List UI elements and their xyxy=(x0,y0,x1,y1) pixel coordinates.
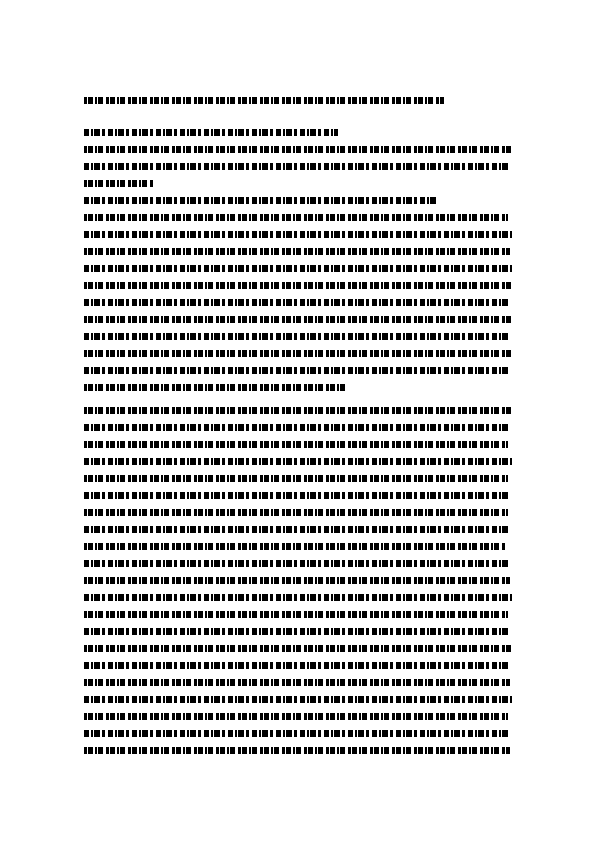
paragraph-line xyxy=(84,691,512,708)
paragraph-line xyxy=(84,708,512,725)
paragraph-line xyxy=(84,538,512,555)
paragraph-line xyxy=(84,572,512,589)
subheading-line-render xyxy=(84,129,338,136)
paragraph-line xyxy=(84,294,512,311)
paragraph-line xyxy=(84,419,512,436)
paragraph-line xyxy=(84,674,512,691)
paragraph-line xyxy=(84,243,512,260)
paragraph-line xyxy=(84,402,512,419)
paragraph-line xyxy=(84,362,512,379)
subheading-block xyxy=(84,124,512,141)
paragraph-line xyxy=(84,192,512,209)
paragraph-line xyxy=(84,209,512,226)
paragraph-line xyxy=(84,640,512,657)
heading-block xyxy=(84,92,512,109)
paragraph-line xyxy=(84,436,512,453)
paragraph-line xyxy=(84,158,512,175)
heading-line-render xyxy=(84,97,444,104)
paragraph-line xyxy=(84,328,512,345)
paragraph-line xyxy=(84,555,512,572)
paragraph-line xyxy=(84,260,512,277)
paragraph-line xyxy=(84,742,512,759)
paragraph-line xyxy=(84,504,512,521)
paragraph-3 xyxy=(84,402,512,759)
paragraph-1 xyxy=(84,141,512,192)
subheading xyxy=(84,124,512,141)
paragraph-line xyxy=(84,623,512,640)
paragraph-line xyxy=(84,453,512,470)
heading xyxy=(84,92,512,109)
paragraph-line xyxy=(84,589,512,606)
paragraph-line xyxy=(84,606,512,623)
paragraph-line xyxy=(84,470,512,487)
paragraph-line xyxy=(84,277,512,294)
paragraph-2 xyxy=(84,192,512,396)
paragraph-line xyxy=(84,657,512,674)
paragraph-line xyxy=(84,345,512,362)
paragraph-line xyxy=(84,725,512,742)
paragraph-line xyxy=(84,311,512,328)
paragraph-line xyxy=(84,175,512,192)
paragraph-line xyxy=(84,226,512,243)
paragraph-line xyxy=(84,379,512,396)
paragraph-line xyxy=(84,487,512,504)
paragraph-line xyxy=(84,141,512,158)
paragraph-line xyxy=(84,521,512,538)
